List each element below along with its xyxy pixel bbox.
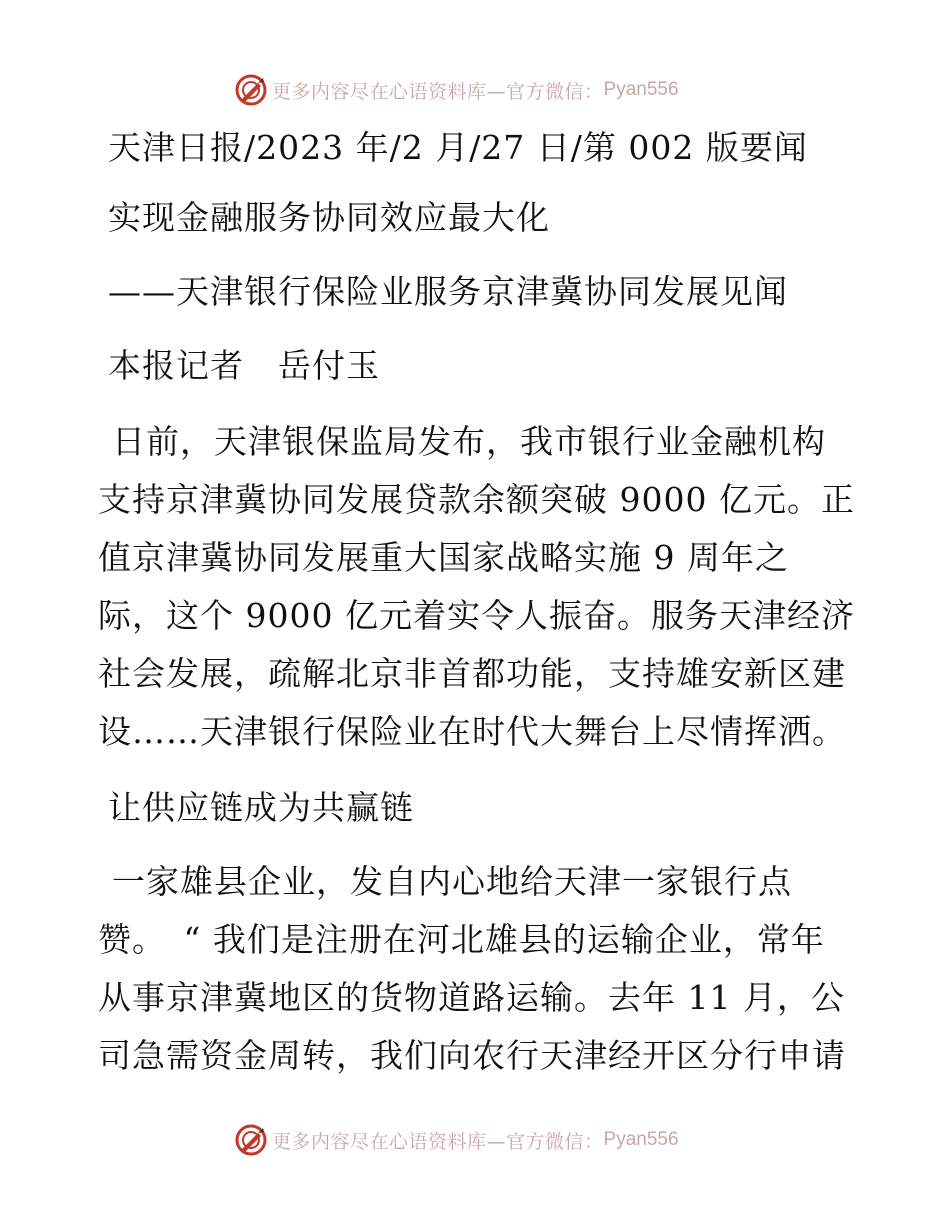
watermark-header <box>234 70 679 110</box>
paragraph-line: 社会发展，疏解北京非首都功能，支持雄安新区建 <box>98 654 846 693</box>
paragraph-line: 日前，天津银保监局发布，我市银行业金融机构 <box>112 422 826 461</box>
watermark-wechat-id: Pyan556 <box>603 1129 679 1150</box>
watermark-text: 更多内容尽在心语资料库—官方微信： <box>272 1130 604 1153</box>
watermark-text: 更多内容尽在心语资料库—官方微信： <box>272 80 604 103</box>
paragraph-line: 设……天津银行保险业在时代大舞台上尽情挥洒。 <box>98 712 846 751</box>
watermark-wechat-id: Pyan556 <box>603 79 679 100</box>
watermark-footer <box>234 1120 679 1160</box>
logo-icon <box>234 73 268 107</box>
logo-icon <box>234 1123 268 1157</box>
section-heading: 让供应链成为共赢链 <box>108 788 414 827</box>
byline: 本报记者 岳付玉 <box>108 346 380 385</box>
article-subtitle: ——天津银行保险业服务京津冀协同发展见闻 <box>108 272 788 311</box>
paragraph-line: 司急需资金周转，我们向农行天津经开区分行申请 <box>98 1036 846 1075</box>
paragraph-line: 从事京津冀地区的货物道路运输。去年 11 月，公 <box>98 978 845 1017</box>
paragraph-line: 支持京津冀协同发展贷款余额突破 9000 亿元。正 <box>98 480 855 519</box>
source-line: 天津日报/2023 年/2 月/27 日/第 002 版要闻 <box>108 128 808 167</box>
paragraph-line: 际，这个 9000 亿元着实令人振奋。服务天津经济 <box>98 596 855 635</box>
paragraph-line: 值京津冀协同发展重大国家战略实施 9 周年之 <box>98 538 789 577</box>
paragraph-2 <box>98 853 858 1085</box>
paragraph-line: 赞。 “ 我们是注册在河北雄县的运输企业，常年 <box>98 920 825 959</box>
article-title: 实现金融服务协同效应最大化 <box>108 198 550 237</box>
paragraph-line: 一家雄县企业，发自内心地给天津一家银行点 <box>112 862 792 901</box>
paragraph-1 <box>98 413 858 761</box>
